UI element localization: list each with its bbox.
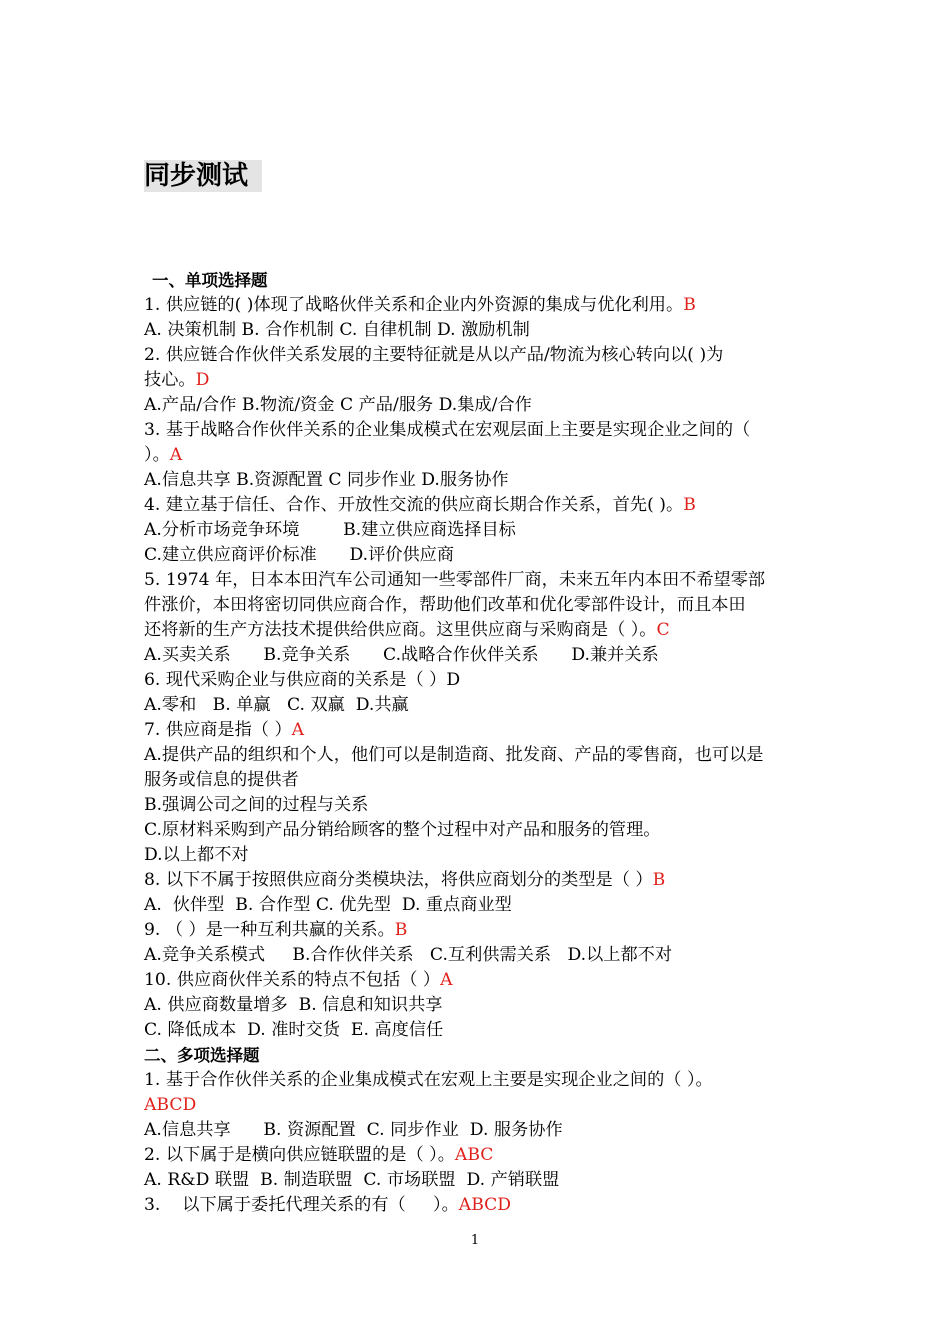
- question-stem: 6. 现代采购企业与供应商的关系是（ ）: [144, 670, 447, 690]
- question-stem: 2. 供应链合作伙伴关系发展的主要特征就是从以产品/物流为核心转向以( )为: [144, 345, 724, 365]
- answer: B: [652, 870, 666, 890]
- question-stem: 9. （ ）是一种互利共赢的关系。: [144, 920, 395, 940]
- options: A.竞争关系模式 B.合作伙伴关系 C.互利供需关系 D.以上都不对: [144, 945, 673, 965]
- options: A.分析市场竞争环境 B.建立供应商选择目标: [144, 520, 516, 540]
- answer: ABCD: [458, 1195, 512, 1215]
- options: A. 供应商数量增多 B. 信息和知识共享: [144, 995, 443, 1015]
- question-5-cont: [144, 618, 810, 643]
- options: C. 降低成本 D. 准时交货 E. 高度信任: [144, 1020, 444, 1040]
- answer: A: [169, 445, 183, 465]
- option-a: A.提供产品的组织和个人，他们可以是制造商、批发商、产品的零售商，也可以是: [144, 745, 764, 765]
- question-2: [144, 343, 810, 368]
- multi-question-1-answer: [144, 1093, 810, 1118]
- section-heading-multiple: 二、多项选择题: [144, 1046, 260, 1065]
- answer: B: [683, 295, 696, 315]
- option-d: D.以上都不对: [144, 845, 249, 865]
- question-9: [144, 918, 810, 943]
- question-3-cont: [144, 443, 810, 468]
- section-heading-single: 一、单项选择题: [152, 271, 268, 290]
- question-stem: 5. 1974 年，日本本田汽车公司通知一些零部件厂商，未来五年内本田不希望零部: [144, 570, 766, 590]
- question-2-cont: [144, 368, 810, 393]
- options: C.建立供应商评价标准 D.评价供应商: [144, 545, 455, 565]
- question-8: [144, 868, 810, 893]
- question-5: [144, 568, 810, 593]
- multi-question-1: [144, 1068, 810, 1093]
- options: A.信息共享 B. 资源配置 C. 同步作业 D. 服务协作: [144, 1120, 563, 1140]
- question-stem: 8. 以下不属于按照供应商分类模块法，将供应商划分的类型是（ ）: [144, 870, 653, 890]
- multi-question-2: [144, 1143, 810, 1168]
- question-stem: 4. 建立基于信任、合作、开放性交流的供应商长期合作关系，首先( )。: [144, 495, 684, 515]
- options: A.零和 B. 单赢 C. 双赢 D.共赢: [144, 695, 409, 715]
- question-stem: 3. 基于战略合作伙伴关系的企业集成模式在宏观层面上主要是实现企业之间的（: [144, 420, 751, 440]
- page-title: 同步测试: [144, 160, 262, 192]
- option-a-cont: 服务或信息的提供者: [144, 770, 299, 790]
- answer: D: [446, 670, 461, 690]
- options: A. 决策机制 B. 合作机制 C. 自律机制 D. 激励机制: [144, 320, 530, 340]
- answer: A: [291, 720, 305, 740]
- answer: C: [656, 620, 670, 640]
- question-5-cont: 件涨价，本田将密切同供应商合作，帮助他们改革和优化零部件设计，而且本田: [144, 595, 746, 615]
- question-stem: 还将新的生产方法技术提供给供应商。这里供应商与采购商是（ ）。: [144, 620, 657, 640]
- question-stem: 1. 基于合作伙伴关系的企业集成模式在宏观上主要是实现企业之间的（ ）。: [144, 1070, 713, 1090]
- options: A.买卖关系 B.竞争关系 C.战略合作伙伴关系 D.兼并关系: [144, 645, 659, 665]
- answer: ABC: [454, 1145, 494, 1165]
- question-stem: 1. 供应链的( )体现了战略伙伴关系和企业内外资源的集成与优化利用。: [144, 295, 684, 315]
- option-b: B.强调公司之间的过程与关系: [144, 795, 369, 815]
- options: A.信息共享 B.资源配置 C 同步作业 D.服务协作: [144, 470, 509, 490]
- answer: D: [195, 370, 210, 390]
- options: A. R&D 联盟 B. 制造联盟 C. 市场联盟 D. 产销联盟: [144, 1170, 560, 1190]
- question-10: [144, 968, 810, 993]
- options: A.产品/合作 B.物流/资金 C 产品/服务 D.集成/合作: [144, 395, 532, 415]
- question-stem: ）。: [144, 445, 170, 465]
- question-7: [144, 718, 810, 743]
- question-stem: 10. 供应商伙伴关系的特点不包括（ ）: [144, 970, 441, 990]
- question-stem: 技心。: [144, 370, 196, 390]
- question-stem: 3. 以下属于委托代理关系的有（ ）。: [144, 1195, 459, 1215]
- question-list: [144, 268, 810, 1218]
- options: A. 伙伴型 B. 合作型 C. 优先型 D. 重点商业型: [144, 895, 512, 915]
- question-3: [144, 418, 810, 443]
- page-number: 1: [470, 1233, 480, 1248]
- question-stem: 2. 以下属于是横向供应链联盟的是（ ）。: [144, 1145, 455, 1165]
- answer: ABCD: [144, 1095, 197, 1115]
- option-c: C.原材料采购到产品分销给顾客的整个过程中对产品和服务的管理。: [144, 820, 661, 840]
- question-4: [144, 493, 810, 518]
- answer: A: [440, 970, 453, 990]
- answer: B: [683, 495, 696, 515]
- question-6: [144, 668, 810, 693]
- question-1: [144, 293, 810, 318]
- question-stem: 7. 供应商是指（ ）: [144, 720, 292, 740]
- answer: B: [394, 920, 408, 940]
- multi-question-3: [144, 1193, 810, 1218]
